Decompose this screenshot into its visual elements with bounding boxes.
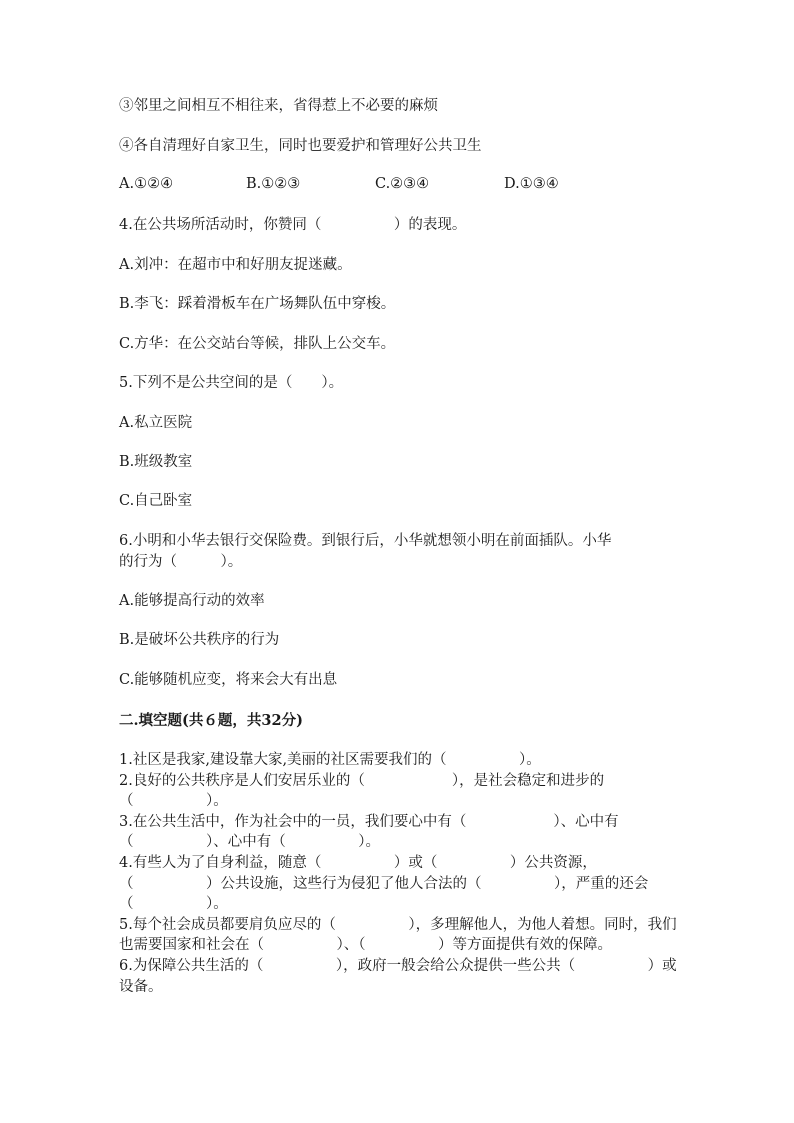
q5-option-a[interactable]: A.私立医院 [119, 415, 193, 431]
fill-question: 2.良好的公共秩序是人们安居乐业的（ ），是社会稳定和进步的（ ）。 [119, 772, 605, 810]
q6-stem-line-1: 6.小明和小华去银行交保险费。到银行后，小华就想领小明在前面插队。小华 [119, 533, 612, 549]
q6-stem-line-2: 的行为（ ）。 [119, 554, 243, 570]
q4-option-a[interactable]: A.刘冲：在超市中和好朋友捉迷藏。 [119, 257, 352, 273]
q3-option-a[interactable]: A.①②④ [119, 176, 174, 192]
q6-option-a[interactable]: A.能够提高行动的效率 [119, 593, 265, 609]
q6-option-c[interactable]: C.能够随机应变，将来会大有出息 [119, 672, 338, 688]
q3-option-d[interactable]: D.①③④ [504, 176, 559, 192]
q4-option-c[interactable]: C.方华：在公交站台等候，排队上公交车。 [119, 336, 396, 352]
q3-options [119, 176, 679, 196]
fill-in-questions [119, 750, 679, 997]
statement-4: ④各自清理好自家卫生，同时也要爱护和管理好公共卫生 [119, 138, 482, 154]
fill-question: 3.在公共生活中，作为社会中的一员，我们要心中有（ ）、心中有（ ）、心中有（ ）。 [119, 813, 619, 851]
fill-question: 6.为保障公共生活的（ ），政府一般会给公众提供一些公共（ ）或设备。 [119, 957, 677, 995]
fill-question: 1.社区是我家,建设靠大家,美丽的社区需要我们的（ ）。 [119, 752, 541, 768]
q4-stem: 4.在公共场所活动时，你赞同（ ）的表现。 [119, 217, 467, 233]
q5-option-b[interactable]: B.班级教室 [119, 454, 193, 470]
q5-option-c[interactable]: C.自己卧室 [119, 493, 193, 509]
q6-option-b[interactable]: B.是破坏公共秩序的行为 [119, 632, 280, 648]
q3-option-b[interactable]: B.①②③ [246, 176, 301, 192]
q5-stem: 5.下列不是公共空间的是（ ）。 [119, 375, 344, 391]
section-title: 二.填空题(共６题，共32分) [119, 712, 303, 729]
q3-option-c[interactable]: C.②③④ [375, 176, 430, 192]
q4-option-b[interactable]: B.李飞：踩着滑板车在广场舞队伍中穿梭。 [119, 296, 396, 312]
fill-question: 5.每个社会成员都要肩负应尽的（ ），多理解他人，为他人着想。同时，我们也需要国家和社会在（ ）、（ ）等方面提供有效的保障。 [119, 916, 677, 954]
statement-3: ③邻里之间相互不相往来，省得惹上不必要的麻烦 [119, 98, 438, 114]
fill-question: 4.有些人为了自身利益，随意（ ）或（ ）公共资源，（ ）公共设施，这些行为侵犯了他人合法的（ ），严重的还会（ ）。 [119, 854, 649, 913]
